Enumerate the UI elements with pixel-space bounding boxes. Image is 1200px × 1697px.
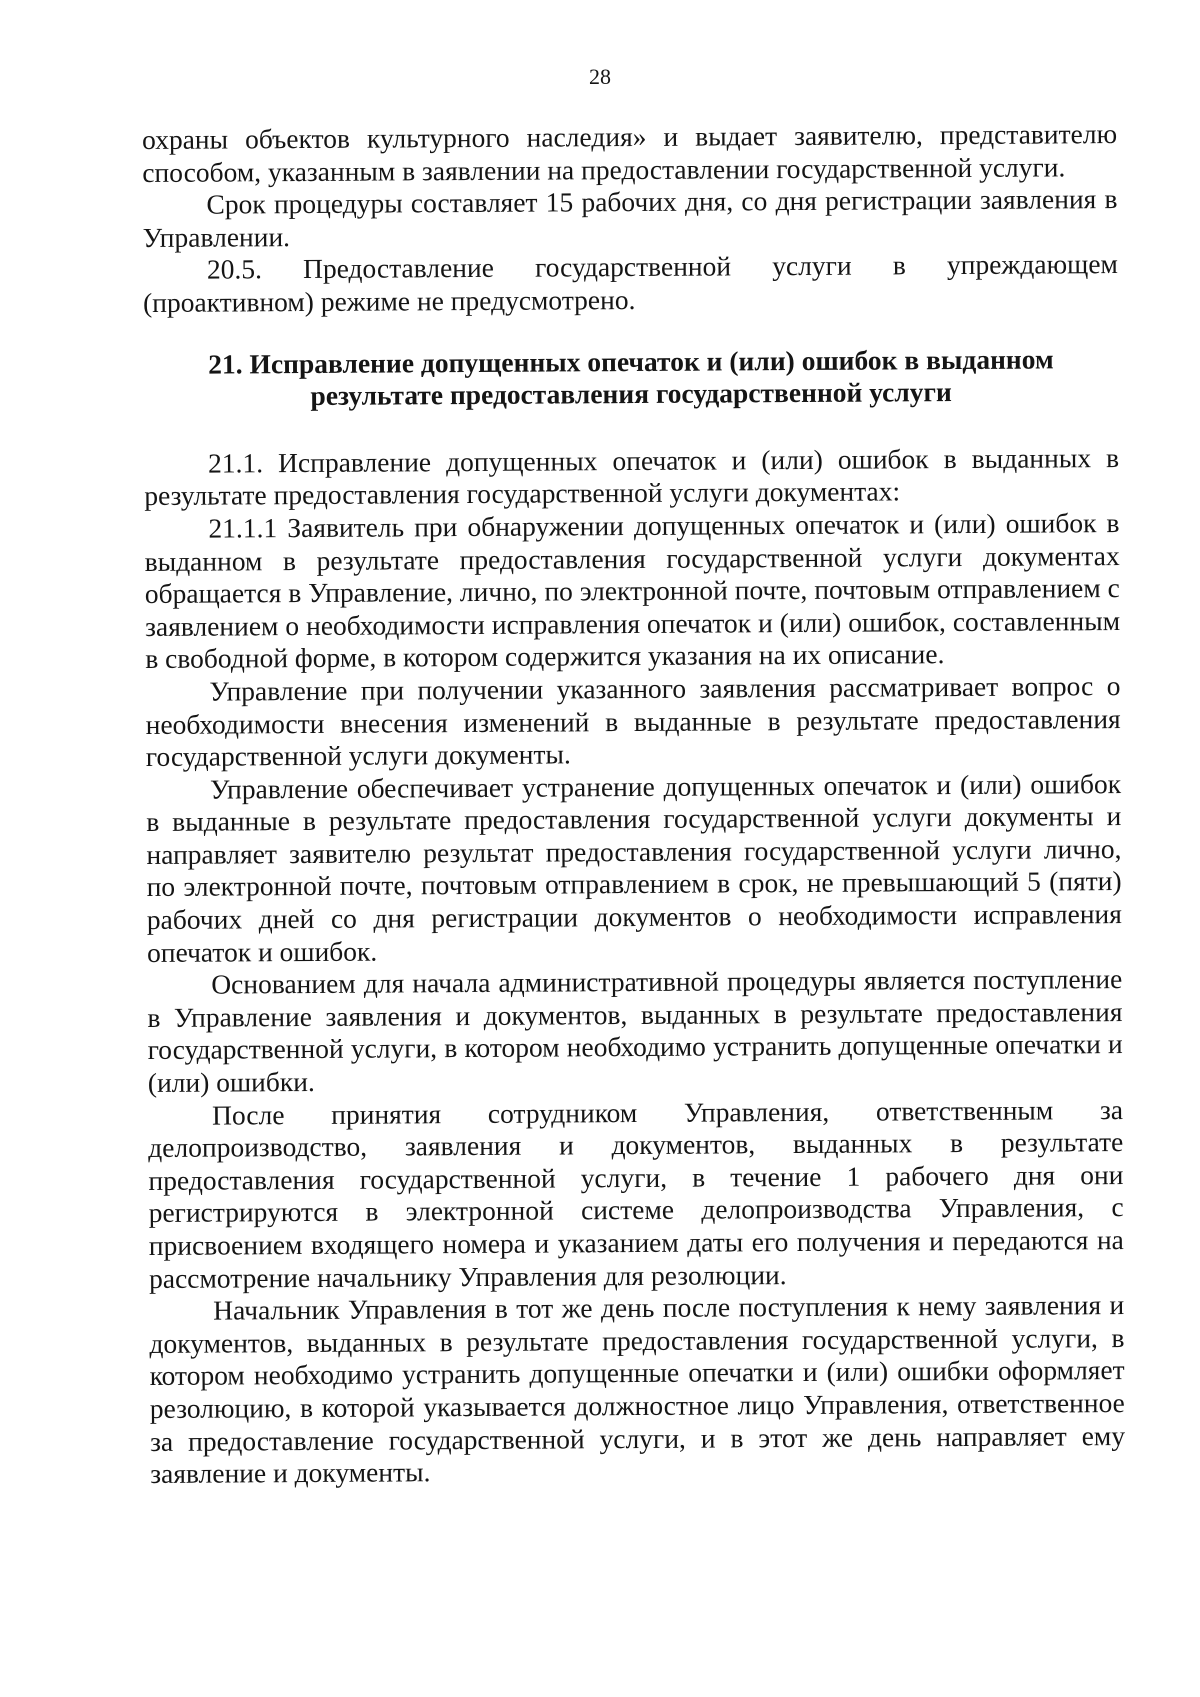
paragraph: 21.1. Исправление допущенных опечаток и (или) ошибок в выданных в результате предоставления государственной услуги документах: bbox=[144, 441, 1120, 512]
paragraph: После принятия сотрудником Управления, ответственным за делопроизводство, заявления и документов, выданных в результате предоставления государственной услуги, в течение 1 рабочего дня они регистрируются в электронной системе делопроизводства Управления, с присвоением входящего номера и указанием даты его получения и передаются на рассмотрение начальнику Управления для резолюции. bbox=[148, 1093, 1124, 1294]
page-number: 28 bbox=[589, 64, 611, 89]
paragraph: охраны объектов культурного наследия» и выдает заявителю, представителю способом, указанным в заявлении на предоставлении государственной услуги. bbox=[142, 118, 1118, 188]
paragraph: Срок процедуры составляет 15 рабочих дня, со дня регистрации заявления в Управлении. bbox=[142, 183, 1118, 253]
paragraph: 20.5. Предоставление государственной услуги в упреждающем (проактивном) режиме не предусмотрено. bbox=[142, 248, 1118, 318]
paragraph: Основанием для начала административной процедуры является поступление в Управление заявления и документов, выданных в результате предоставления государственной услуги, в котором необходимо устранить допущенные опечатки и (или) ошибки. bbox=[147, 963, 1123, 1099]
paragraph: Управление при получении указанного заявления рассматривает вопрос о необходимости внесения изменений в выданные в результате предоставления государственной услуги документы. bbox=[145, 669, 1121, 773]
paragraph: Начальник Управления в тот же день после поступления к нему заявления и документов, выданных в результате предоставления государственной услуги, в котором необходимо устранить допущенные опечатки и (или) ошибки оформляет резолюцию, в которой указывается должностное лицо Управления, ответственное за предоставление государственной услуги, и в этот же день направляет ему заявление и документы. bbox=[149, 1289, 1126, 1490]
paragraph: Управление обеспечивает устранение допущенных опечаток и (или) ошибок в выданные в результате предоставления государственной услуги документы и направляет заявителю результат предоставления государственной услуги лично, по электронной почте, почтовым отправлением в срок, не превышающий 5 (пяти) рабочих дней со дня регистрации документов о необходимости исправления опечаток и ошибок. bbox=[146, 767, 1122, 968]
section-heading: 21. Исправление допущенных опечаток и (или) ошибок в выданном результате предоставления государственной услуги bbox=[208, 342, 1054, 412]
paragraph: 21.1.1 Заявитель при обнаружении допущенных опечаток и (или) ошибок в выданном в результате предоставления государственной услуги документах обращается в Управление, лично, по электронной почте, почтовым отправлением с заявлением о необходимости исправления опечаток и (или) ошибок, составленным в свободной форме, в котором содержится указания на их описание. bbox=[144, 506, 1121, 675]
document-body bbox=[142, 118, 1125, 1491]
